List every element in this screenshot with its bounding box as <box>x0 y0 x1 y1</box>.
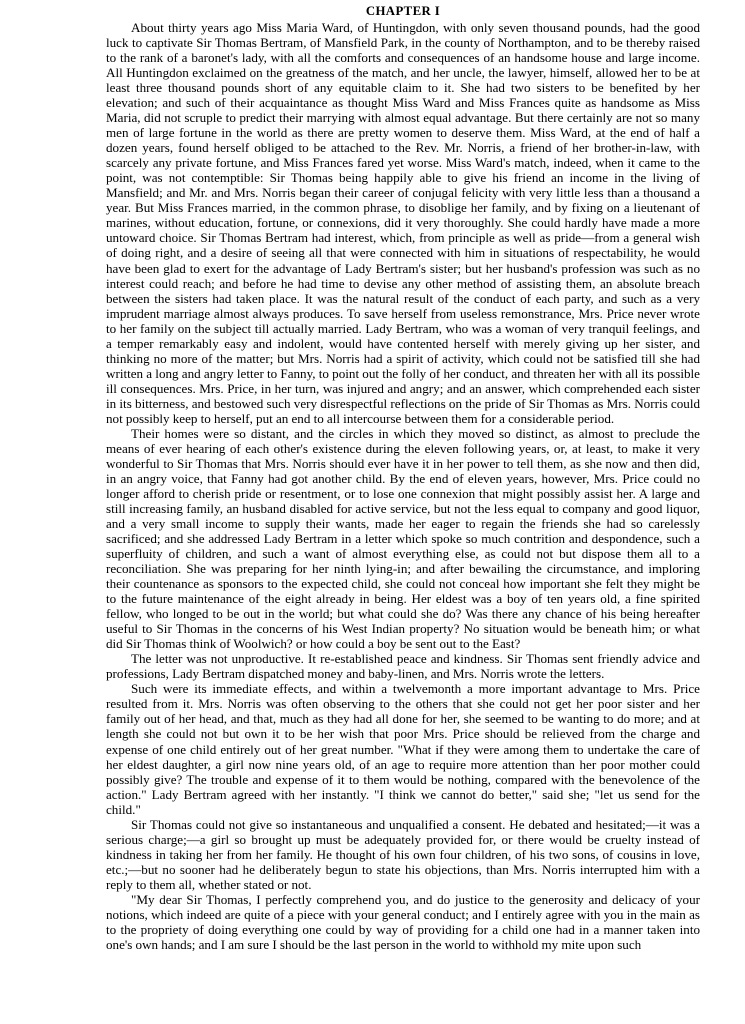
paragraph: About thirty years ago Miss Maria Ward, of Huntingdon, with only seven thousand pounds, had the good luck to captivate Sir Thomas Bertram, of Mansfield Park, in the county of Northampton, and to be thereby raised to the rank of a baronet's lady, with all the comforts and consequences of an handsome house and large income. All Huntingdon exclaimed on the greatness of the match, and her uncle, the lawyer, himself, allowed her to be at least three thousand pounds short of any equitable claim to it. She had two sisters to be benefited by her elevation; and such of their acquaintance as thought Miss Ward and Miss Frances quite as handsome as Miss Maria, did not scruple to predict their marrying with almost equal advantage. But there certainly are not so many men of large fortune in the world as there are pretty women to deserve them. Miss Ward, at the end of half a dozen years, found herself obliged to be attached to the Rev. Mr. Norris, a friend of her brother-in-law, with scarcely any private fortune, and Miss Frances fared yet worse. Miss Ward's match, indeed, when it came to the point, was not contemptible: Sir Thomas being happily able to give his friend an income in the living of Mansfield; and Mr. and Mrs. Norris began their career of conjugal felicity with very little less than a thousand a year. But Miss Frances married, in the common phrase, to disoblige her family, and by fixing on a lieutenant of marines, without education, fortune, or connexions, did it very thoroughly. She could hardly have made a more untoward choice. Sir Thomas Bertram had interest, which, from principle as well as pride—from a general wish of doing right, and a desire of seeing all that were connected with him in situations of respectability, he would have been glad to exert for the advantage of Lady Bertram's sister; but her husband's profession was such as no interest could reach; and before he had time to devise any other method of assisting them, an absolute breach between the sisters had taken place. It was the natural result of the conduct of each party, and such as a very imprudent marriage almost always produces. To save herself from useless remonstrance, Mrs. Price never wrote to her family on the subject till actually married. Lady Bertram, who was a woman of very tranquil feelings, and a temper remarkably easy and indolent, would have contented herself with merely giving up her sister, and thinking no more of the matter; but Mrs. Norris had a spirit of activity, which could not be satisfied till she had written a long and angry letter to Fanny, to point out the folly of her conduct, and threaten her with all its possible ill consequences. Mrs. Price, in her turn, was injured and angry; and an answer, which comprehended each sister in its bitterness, and bestowed such very disrespectful reflections on the pride of Sir Thomas as Mrs. Norris could not possibly keep to herself, put an end to all intercourse between them for a considerable period. <box>106 20 700 426</box>
paragraph: Their homes were so distant, and the circles in which they moved so distinct, as almost to preclude the means of ever hearing of each other's existence during the eleven following years, or, at least, to make it very wonderful to Sir Thomas that Mrs. Norris should ever have it in her power to tell them, as she now and then did, in an angry voice, that Fanny had got another child. By the end of eleven years, however, Mrs. Price could no longer afford to cherish pride or resentment, or to lose one connexion that might possibly assist her. A large and still increasing family, an husband disabled for active service, but not the less equal to company and good liquor, and a very small income to supply their wants, made her eager to regain the friends she had so carelessly sacrificed; and she addressed Lady Bertram in a letter which spoke so much contrition and despondence, such a superfluity of children, and such a want of almost everything else, as could not but dispose them all to a reconciliation. She was preparing for her ninth lying-in; and after bewailing the circumstance, and imploring their countenance as sponsors to the expected child, she could not conceal how important she felt they might be to the future maintenance of the eight already in being. Her eldest was a boy of ten years old, a fine spirited fellow, who longed to be out in the world; but what could she do? Was there any chance of his being hereafter useful to Sir Thomas in the concerns of his West Indian property? No situation would be beneath him; or what did Sir Thomas think of Woolwich? or how could a boy be sent out to the East? <box>106 425 700 652</box>
paragraph: The letter was not unproductive. It re-established peace and kindness. Sir Thomas sent friendly advice and professions, Lady Bertram dispatched money and baby-linen, and Mrs. Norris wrote the letters. <box>106 651 700 682</box>
paragraph: Such were its immediate effects, and within a twelvemonth a more important advantage to Mrs. Price resulted from it. Mrs. Norris was often observing to the others that she could not get her poor sister and her family out of her head, and that, much as they had all done for her, she seemed to be wanting to do more; and at length she could not but own it to be her wish that poor Mrs. Price should be relieved from the charge and expense of one child entirely out of her great number. "What if they were among them to undertake the care of her eldest daughter, a girl now nine years old, of an age to require more attention than her poor mother could possibly give? The trouble and expense of it to them would be nothing, compared with the benevolence of the action." Lady Bertram agreed with her instantly. "I think we cannot do better," said she; "let us send for the child." <box>106 681 700 817</box>
chapter-heading: CHAPTER I <box>365 4 441 18</box>
paragraph: Sir Thomas could not give so instantaneous and unqualified a consent. He debated and hesitated;—it was a serious charge;—a girl so brought up must be adequately provided for, or there would be cruelty instead of kindness in taking her from her family. He thought of his own four children, of his two sons, of cousins in love, etc.;—but no sooner had he deliberately begun to state his objections, than Mrs. Norris interrupted him with a reply to them all, whether stated or not. <box>106 816 700 892</box>
paragraph: "My dear Sir Thomas, I perfectly comprehend you, and do justice to the generosity and delicacy of your notions, which indeed are quite of a piece with your general conduct; and I entirely agree with you in the main as to the propriety of doing everything one could by way of providing for a child one had in a manner taken into one's own hands; and I am sure I should be the last person in the world to withhold my mite upon such <box>106 891 700 952</box>
page-text-column <box>106 4 700 952</box>
